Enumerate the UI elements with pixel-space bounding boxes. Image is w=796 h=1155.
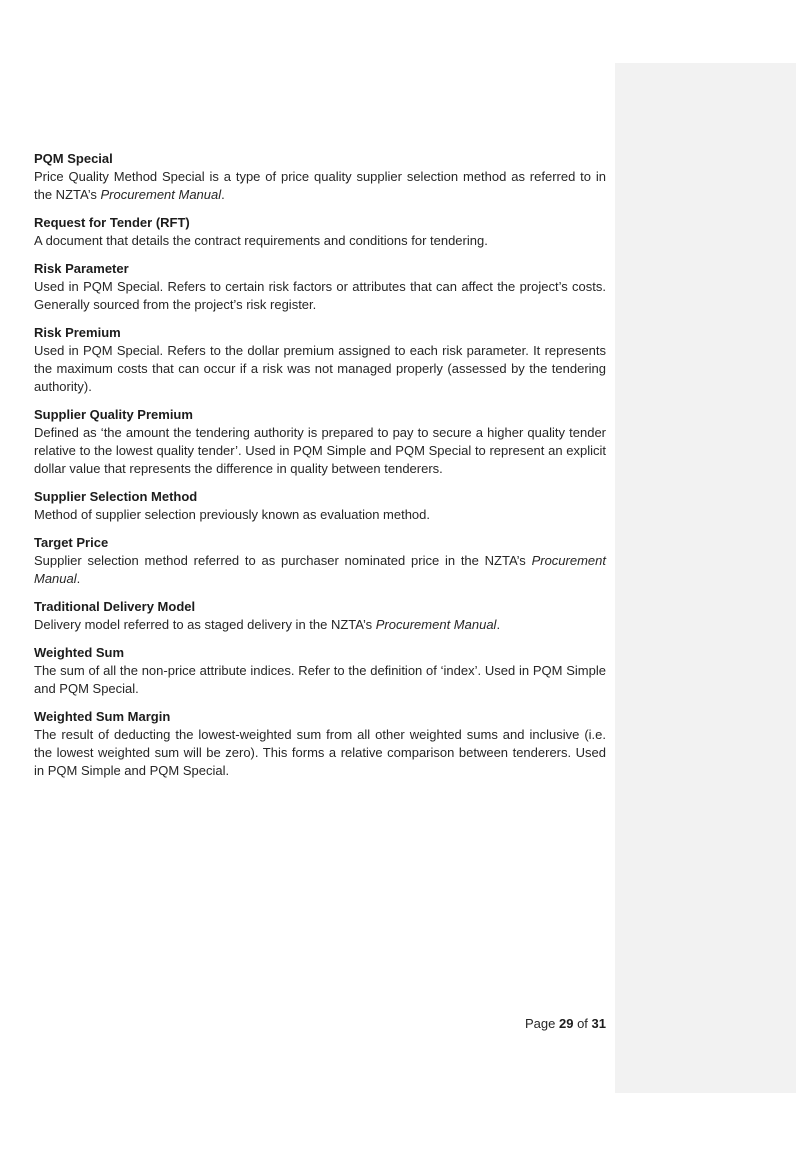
definition-text: A document that details the contract requirements and conditions for tendering.: [34, 233, 488, 248]
term-heading: Supplier Selection Method: [34, 489, 198, 504]
definition-text: Defined as ‘the amount the tendering authority is prepared to pay to secure a higher quality tender relative to the lowest quality tender’. Used in PQM Simple and PQM Special to represent an explicit dollar value that represents the difference in quality between tenderers.: [34, 425, 606, 476]
page-total: 31: [591, 1016, 606, 1031]
term-heading: Risk Premium: [34, 325, 121, 340]
definition-text: Used in PQM Special. Refers to the dollar premium assigned to each risk parameter. It represents the maximum costs that can occur if a risk was not managed properly (assessed by the tendering authority).: [34, 343, 606, 394]
definition-text: The sum of all the non-price attribute indices. Refer to the definition of ‘index’. Used in PQM Simple and PQM Special.: [34, 663, 606, 696]
glossary-entry-pqm-special: [34, 150, 606, 204]
term-heading: Target Price: [34, 535, 109, 550]
term-definition: [34, 506, 606, 524]
term-heading: Supplier Quality Premium: [34, 407, 193, 422]
term-definition: [34, 168, 606, 204]
definition-emphasis: Procurement Manual: [34, 553, 606, 586]
term-definition: [34, 662, 606, 698]
page-label: Page: [525, 1016, 559, 1031]
glossary: [34, 150, 606, 790]
definition-text-end: .: [221, 187, 225, 202]
definition-text: Supplier selection method referred to as purchaser nominated price in the NZTA’s: [34, 553, 532, 568]
term-heading: Request for Tender (RFT): [34, 215, 190, 230]
term-definition: [34, 278, 606, 314]
definition-text: Method of supplier selection previously known as evaluation method.: [34, 507, 431, 522]
term-definition: [34, 726, 606, 780]
page-current: 29: [558, 1016, 574, 1031]
glossary-entry-target-price: [34, 534, 606, 588]
term-definition: [34, 342, 606, 396]
definition-text: Price Quality Method Special is a type of price quality supplier selection method as referred to in the NZTA’s: [34, 169, 606, 202]
term-heading: PQM Special: [34, 151, 113, 166]
definition-text: The result of deducting the lowest-weighted sum from all other weighted sums and inclusive (i.e. the lowest weighted sum will be zero). This forms a relative comparison between tenderers. Used in PQM Simple and PQM Special.: [34, 727, 606, 778]
term-heading: Weighted Sum Margin: [34, 709, 171, 724]
glossary-entry-weighted-sum-margin: [34, 708, 606, 780]
term-definition: [34, 616, 606, 634]
page-number: [480, 1015, 606, 1033]
comment-pane: [615, 63, 796, 1093]
page-of-label: of: [573, 1016, 592, 1031]
term-definition: [34, 232, 606, 250]
glossary-entry-weighted-sum: [34, 644, 606, 698]
glossary-entry-supplier-quality-premium: [34, 406, 606, 478]
term-heading: Weighted Sum: [34, 645, 125, 660]
definition-text-end: .: [496, 617, 501, 632]
definition-emphasis: Procurement Manual: [100, 187, 222, 202]
glossary-entry-risk-premium: [34, 324, 606, 396]
glossary-entry-rft: [34, 214, 606, 250]
definition-text: Delivery model referred to as staged delivery in the NZTA’s: [34, 617, 376, 632]
term-heading: Traditional Delivery Model: [34, 599, 196, 614]
term-definition: [34, 552, 606, 588]
definition-text-end: .: [76, 571, 81, 586]
glossary-entry-supplier-selection-method: [34, 488, 606, 524]
term-definition: [34, 424, 606, 478]
glossary-entry-risk-parameter: [34, 260, 606, 314]
definition-emphasis: Procurement Manual: [375, 617, 497, 632]
term-heading: Risk Parameter: [34, 261, 129, 276]
glossary-entry-traditional-delivery-model: [34, 598, 606, 634]
definition-text: Used in PQM Special. Refers to certain risk factors or attributes that can affect the project’s costs. Generally sourced from the project’s risk register.: [34, 279, 606, 312]
